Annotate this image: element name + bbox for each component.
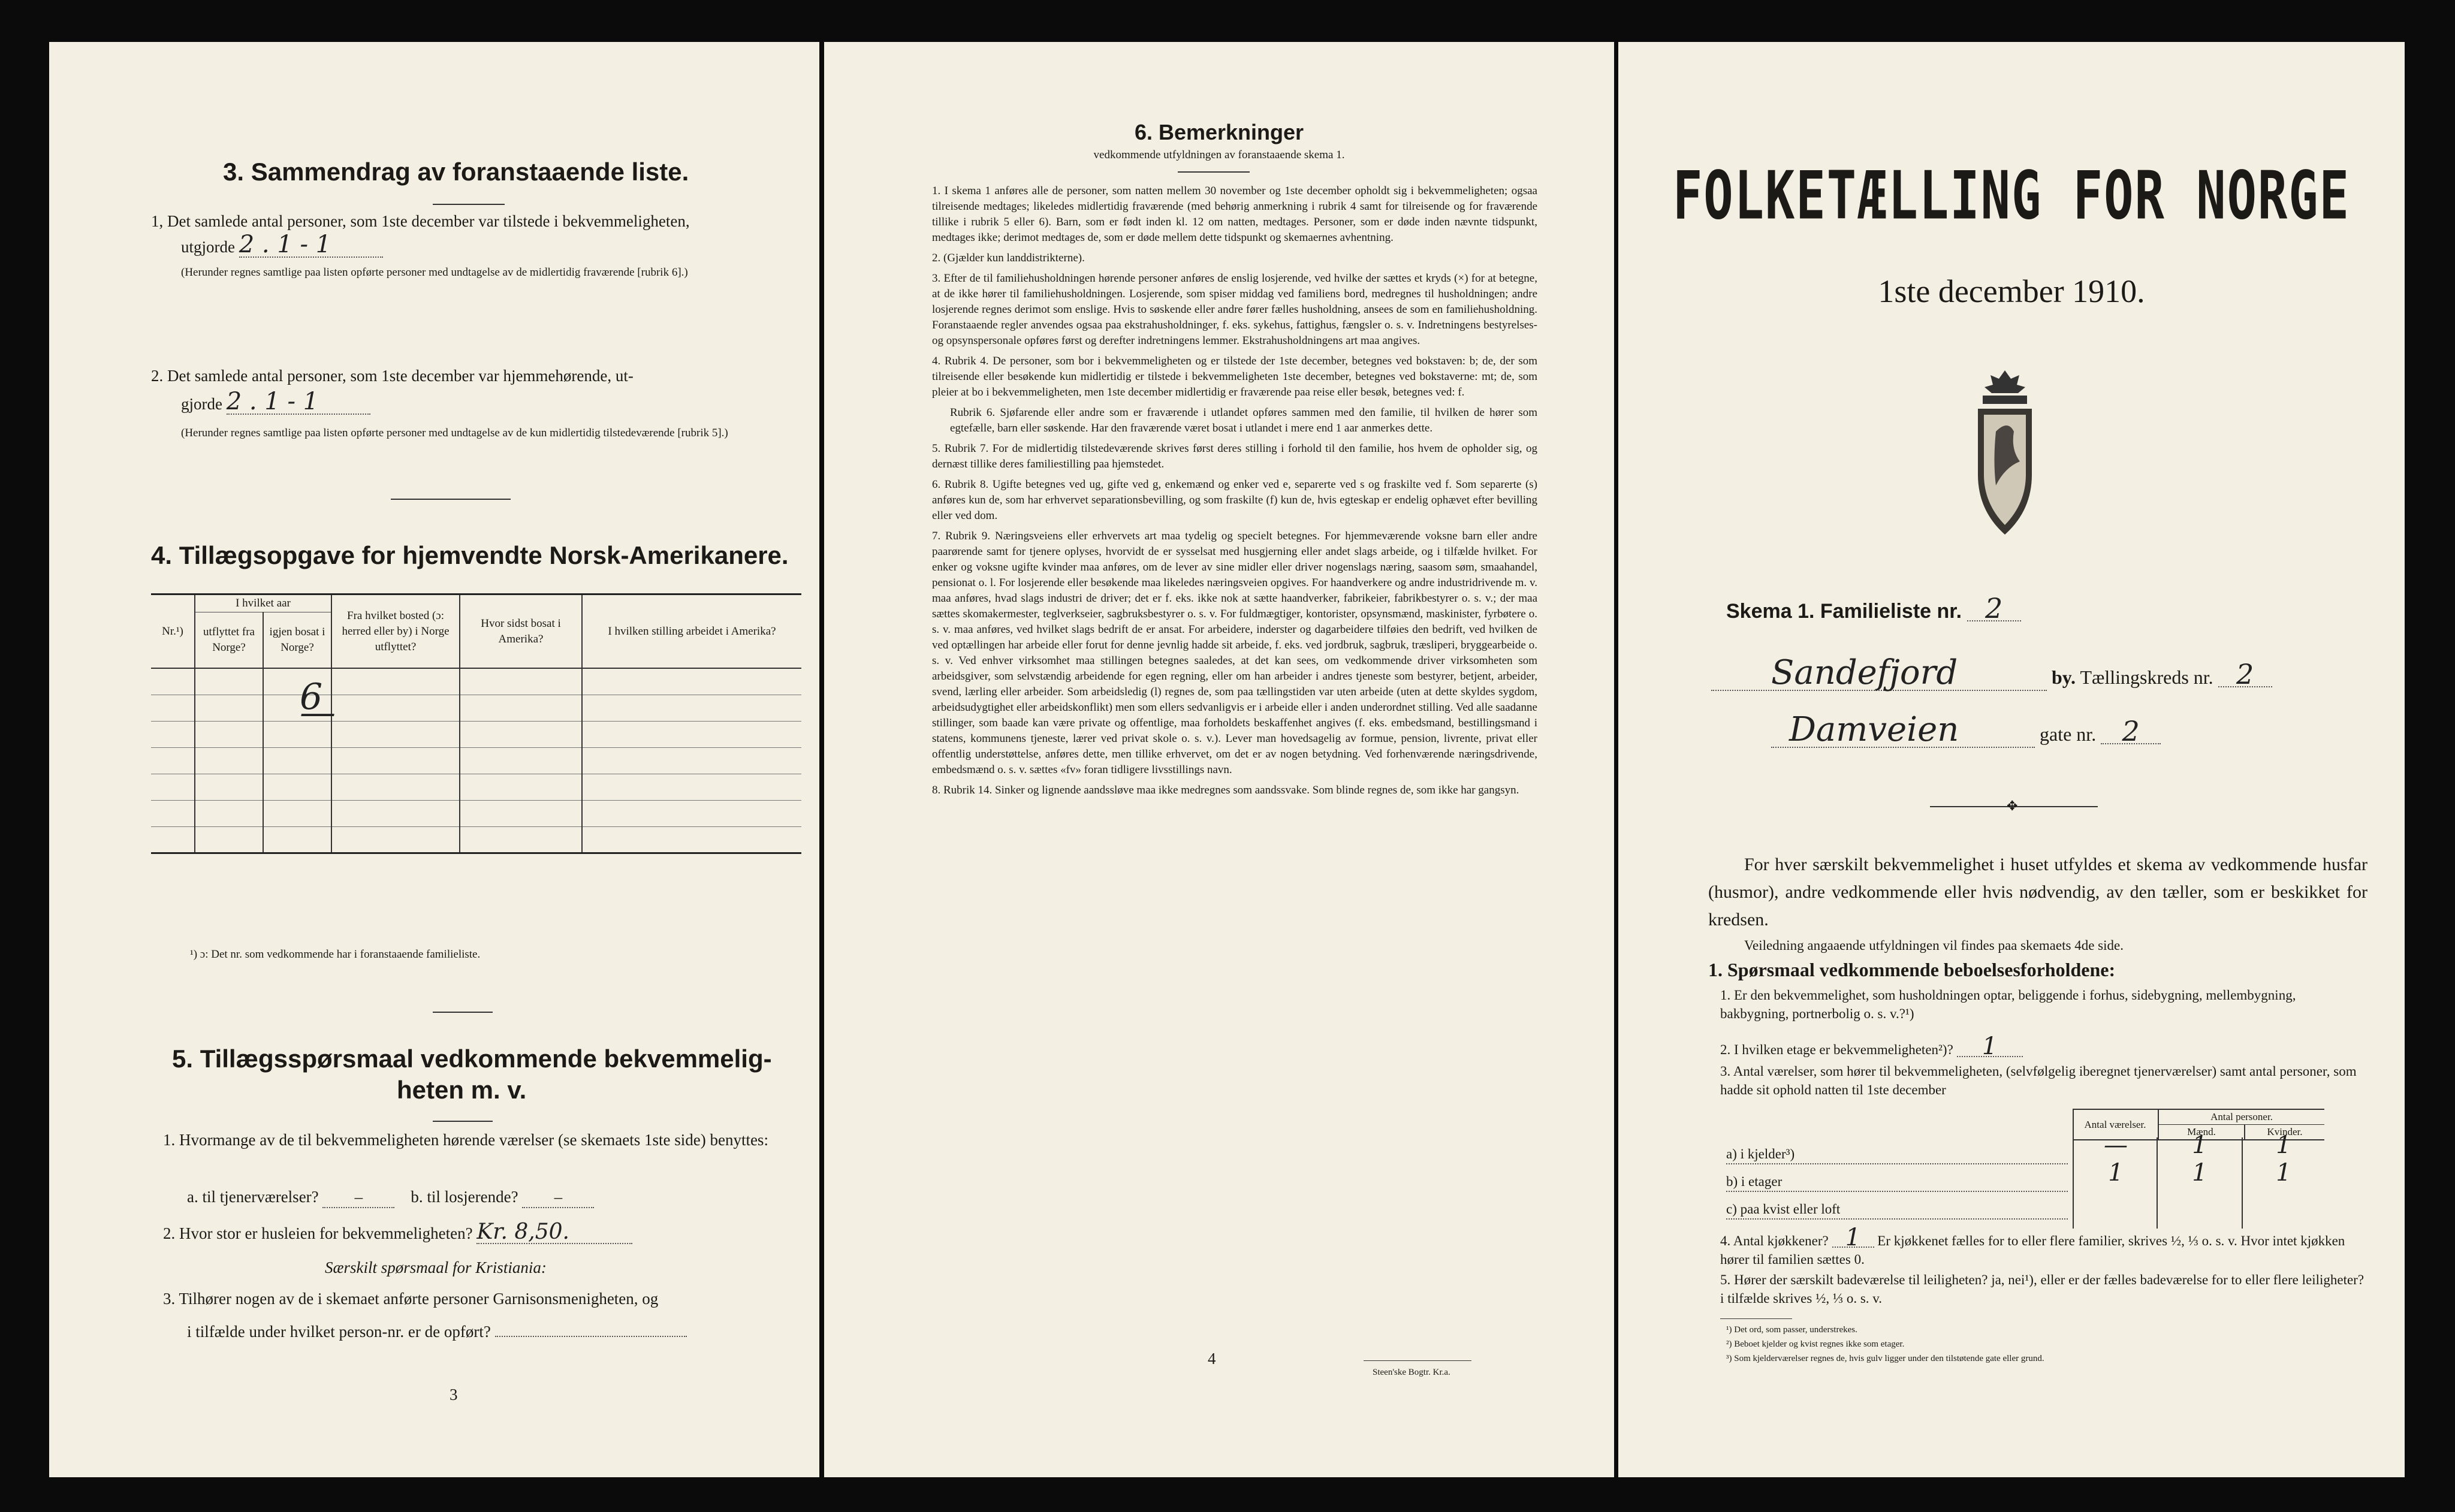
q1-4-label: 4. Antal kjøkkener?	[1720, 1233, 1829, 1248]
row-rooms: —	[2104, 1131, 2128, 1159]
skema-number: 2	[1967, 596, 2021, 621]
q2-text: 2. Det samlede antal personer, som 1ste december var hjemmehørende, ut-	[151, 367, 634, 385]
q1-3: 3. Antal værelser, som hører til bekvemmeligheten, (selvfølgelig iberegnet tjenerværelser) samt antal personer, som hadde sit ophold natten til 1ste december	[1720, 1064, 2357, 1097]
remark-4b: Rubrik 6. Sjøfarende eller andre som er fraværende i utlandet opføres sammen med den familie, til hvilken de hører som egtefælle, barn eller søskende. Har den fraværende været bosat i utlandet i mere end 1 aar anmerkes dette.	[950, 406, 1537, 434]
s5-q1a-label: a. til tjenerværelser?	[187, 1188, 319, 1206]
norway-coat-of-arms-icon	[1966, 366, 2044, 560]
city-value: Sandefjord	[1711, 656, 2047, 691]
city-label: by.	[2052, 666, 2076, 688]
remark-5: 5. Rubrik 7. For de midlertidig tilstedeværende skrives først deres stilling i forhold til den familie, hos hvem de opholder sig, og dernæst tillike deres familiestilling paa hjemstedet.	[932, 442, 1537, 470]
guide-text: Veiledning angaaende utfyldningen vil findes paa skemaets 4de side.	[1744, 938, 2124, 953]
s5-q1a-value: –	[322, 1187, 394, 1208]
footnote-3: ³) Som kjelderværelser regnes de, hvis gulv ligger under den tilstøtende gate eller grund.	[1726, 1354, 2044, 1363]
remark-2: 2. (Gjælder kun landdistrikterne).	[932, 252, 1085, 264]
col-position: I hvilken stilling arbeidet i Amerika?	[582, 594, 801, 669]
s5-subheading: Særskilt spørsmaal for Kristiania:	[325, 1259, 547, 1276]
row-label: b) i etager	[1726, 1172, 2068, 1192]
q2-label: gjorde	[181, 395, 222, 413]
q1-note: (Herunder regnes samtlige paa listen opførte personer med undtagelse av de midlertidig fraværende [rubrik 6].)	[181, 266, 688, 279]
ornament-icon: ✥	[2007, 798, 2018, 813]
table-mark: 6 —	[300, 675, 336, 734]
section-3-title: 3. Sammendrag av foranstaaende liste.	[223, 158, 689, 186]
rooms-row	[1726, 1200, 2326, 1224]
divider	[433, 204, 505, 205]
printer-mark: Steen'ske Bogtr. Kr.a.	[1373, 1368, 1450, 1377]
q1-value: 2 . 1 - 1	[239, 233, 383, 258]
row-label: a) i kjelder³)	[1726, 1145, 2068, 1164]
divider	[1720, 1318, 1792, 1319]
krets-label: Tællingskreds nr.	[2080, 666, 2213, 688]
q1-4-note: Er kjøkkenet fælles for to eller flere familier, skrives ½, ⅓ o. s. v. Hvor intet kjøkken hører til familien sættes 0.	[1720, 1233, 2345, 1267]
row-men: 1	[2192, 1159, 2207, 1187]
q1-label: utgjorde	[181, 238, 235, 256]
row-men: 1	[2192, 1131, 2207, 1159]
krets-number: 2	[2218, 662, 2272, 687]
row-label: c) paa kvist eller loft	[1726, 1200, 2068, 1220]
divider	[433, 1121, 493, 1122]
page-4	[824, 42, 1614, 1477]
row-rooms: 1	[2108, 1159, 2124, 1187]
col-rooms: Antal værelser.	[2073, 1109, 2158, 1140]
s5-q2-value: Kr. 8,50.	[476, 1221, 632, 1244]
q2-value: 2 . 1 - 1	[227, 390, 370, 415]
remark-3: 3. Efter de til familiehusholdningen hørende personer anføres de enslig losjerende, ved hvilke der sættes et kryds (×) for at betegne, at de ikke hører til familiehusholdningen. Losjerende, som spiser middag ved familiens bord, medregnes til husholdningen; andre losjerende regnes derimot som enslige. Hvis to søskende eller andre fører fælles husholdning, ansees de som en familiehusholdning. Foranstaaende regler anvendes ogsaa paa ekstrahusholdninger, f. eks. sykehus, fattighus, fængsler o. s. v. Indretningens bestyrelses- og opsynspersonale opføres først og derefter indretningens lemmer. Ekstrahusholdningens art maa angives.	[932, 272, 1537, 347]
section-4-title: 4. Tillægsopgave for hjemvendte Norsk-Amerikanere.	[151, 541, 789, 569]
section-5-title: 5. Tillægsspørsmaal vedkommende bekvemmelig-	[172, 1045, 772, 1073]
col-returned: igjen bosat i Norge?	[263, 612, 331, 669]
census-title: FOLKETÆLLING FOR NORGE	[1672, 158, 2351, 235]
gate-label: gate nr.	[2040, 723, 2097, 745]
remark-7: 7. Rubrik 9. Næringsveiens eller erhvervets art maa tydelig og specielt betegnes. For hjemmeværende voksne barn eller andre paarørende samt for tjenere oplyses, hvorvidt de er sysselsat med husgjerning eller andet slags arbeide, og i tilfælde hvilket. For enker og voksne ugifte kvinder maa anføres, om de lever av sine midler eller driver nogenslags næring, saasom søm, smaahandel, pensionat o. l. For losjerende eller besøkende maa likeledes næringsveien opgives. For haandverkere og andre industridrivende m. v. maa anføres, hvad slags industri de driver; det er f. eks. ikke nok at sætte haandverker, fabrikeier, fabrikbestyrer o. s. v.; der maa sættes skomakermester, teglverkseier, sagbruksbestyrer o. s. v. For fuldmægtiger, kontorister, opsynsmænd, maskinister, fyrbøtere o. s. v. maa anføres, ved hvilket slags bedrift de er ansat. For arbeidere, inderster og dagarbeidere tilføies den bedrift, ved hvilken de ved optællingen har arbeide eller forut for denne jevnlig hadde sit arbeide, f. eks. ved jordbruk, sagbruk, træsliperi, bryggearbeide o. s. v. Ved enhver virksomhet maa stillingen betegnes saaledes, at det kan sees, om vedkommende driver virksomheten som arbeidsgiver, som selvstændig arbeidende for egen regning, eller om han arbeider i andres tjeneste som bestyrer, betjent, arbeider, svend, lærling eller arbeider. Som arbeidsledig (l) regnes de, som paa tællingstiden var uten arbeide (uten at dette skyldes sygdom, arbeidsudygtighet eller arbeidskonflikt) men som ellers sedvanligvis er i arbeide eller i anden underordnet stilling. Ved alle saadanne stillinger, som baade kan være private og offentlige, maa forholdets beskaffenhet angives (f. eks. embedsmand, bestillingsmand i statens, kommunens tjeneste, lærer ved privat skole o. s. v.). Lever man hovedsagelig av formue, pension, livrente, privat eller offentlig understøttelse, anføres dette, men tillike erhvervet, om det er av nogen betydning. Ved forhenværende næringsdrivende, embedsmænd o. s. v. sættes «fv» foran tidligere livsstillings navn.	[932, 530, 1537, 776]
col-women: Kvinder.	[2245, 1125, 2324, 1140]
row-women: 1	[2276, 1131, 2291, 1159]
row-women: 1	[2276, 1159, 2291, 1187]
col-from: Fra hvilket bosted (ɔ: herred eller by) i Norge utflyttet?	[331, 594, 460, 669]
q1-2-label: 2. I hvilken etage er bekvemmeligheten²)?	[1720, 1042, 1953, 1057]
remark-6: 6. Rubrik 8. Ugifte betegnes ved ug, gifte ved g, enkemænd og enker ved e, separerte ved s og fraskilte ved f. Som separerte (s) anføres kun de, som har erhvervet separationsbevilling, og som fraskilte (f) kun de, hvis egteskap er endelig ophævet efter bevilling eller ved dom.	[932, 478, 1537, 522]
remarks-list	[932, 183, 1537, 803]
col-men: Mænd.	[2158, 1125, 2245, 1140]
remark-4: 4. Rubrik 4. De personer, som bor i bekvemmeligheten og er tilstede der 1ste december, betegnes ved bokstaven: b; de, der som tilreisende eller besøkende kun midlertidig er tilstede i bekvemmeligheten 1ste december, betegnes ved bokstaverne: mt; de, som pleier at bo i bekvemmeligheten, men 1ste december midlertidig er fraværende paa reise eller besøk, betegnes ved: f.	[932, 355, 1537, 399]
intro-text: For hver særskilt bekvemmelighet i huset utfyldes et skema av vedkommende husfar (husmor), andre vedkommende eller hvis nødvendig, av den tæller, som er beskikket for kredsen.	[1708, 855, 2367, 929]
q1-4-value: 1	[1832, 1229, 1874, 1248]
col-nr: Nr.¹)	[151, 594, 195, 669]
divider	[1178, 171, 1250, 173]
page-number: 3	[450, 1386, 458, 1404]
gate-number: 2	[2101, 719, 2161, 744]
page-number: 4	[1208, 1350, 1216, 1368]
q1-2-value: 1	[1957, 1037, 2023, 1057]
divider	[1364, 1360, 1471, 1361]
q1-title: 1. Spørsmaal vedkommende beboelsesforholdene:	[1708, 959, 2116, 980]
col-group-year: I hvilket aar	[195, 594, 331, 612]
q1-text: 1, Det samlede antal personer, som 1ste december var tilstede i bekvemmeligheten,	[151, 212, 690, 230]
rooms-row	[1726, 1159, 2326, 1196]
q1-1: 1. Er den bekvemmelighet, som husholdningen optar, beliggende i forhus, sidebygning, mellembygning, bakbygning, portnerbolig o. s. v.?¹)	[1720, 988, 2296, 1021]
footnote-2: ²) Beboet kjelder og kvist regnes ikke som etager.	[1726, 1339, 1905, 1349]
s5-q2-label: 2. Hvor stor er husleien for bekvemmeligheten?	[163, 1224, 473, 1242]
remarks-title: 6. Bemerkninger	[1134, 120, 1304, 144]
s5-q1: 1. Hvormange av de til bekvemmeligheten hørende værelser (se skemaets 1ste side) benyttes:	[163, 1131, 768, 1149]
census-date: 1ste december 1910.	[1878, 273, 2145, 309]
cover-page	[1618, 42, 2405, 1477]
s5-q3b-label: i tilfælde under hvilket person-nr. er de opført?	[187, 1323, 491, 1341]
s5-q3: 3. Tilhører nogen av de i skemaet anførte personer Garnisonsmenigheten, og	[163, 1290, 659, 1308]
footnote-1: ¹) Det ord, som passer, understrekes.	[1726, 1325, 1857, 1335]
q1-5: 5. Hører der særskilt badeværelse til leiligheten? ja, nei¹), eller er der fælles badeværelse for to eller flere leiligheter? i tilfælde skrives ½, ⅓ o. s. v.	[1720, 1272, 2364, 1306]
skema-label: Skema 1. Familieliste nr.	[1726, 600, 1962, 623]
divider	[433, 1012, 493, 1013]
section-5-title-2: heten m. v.	[397, 1076, 527, 1104]
col-last: Hvor sidst bosat i Amerika?	[460, 594, 582, 669]
s5-q1b-value: –	[522, 1187, 594, 1208]
remark-8: 8. Rubrik 14. Sinker og lignende aandssløve maa ikke medregnes som aandssvake. Som blinde regnes de, som ikke har gangsyn.	[932, 784, 1519, 796]
norsk-amerikanere-table	[151, 593, 801, 854]
q2-note: (Herunder regnes samtlige paa listen opførte personer med undtagelse av de kun midlertidig tilstedeværende [rubrik 5].)	[181, 427, 728, 439]
remarks-subtitle: vedkommende utfyldningen av foranstaaende skema 1.	[1093, 149, 1345, 161]
col-emigrated: utflyttet fra Norge?	[195, 612, 263, 669]
s5-q1b-label: b. til losjerende?	[411, 1188, 518, 1206]
page-3	[49, 42, 819, 1477]
table-footnote: ¹) ɔ: Det nr. som vedkommende har i foranstaaende familieliste.	[190, 948, 481, 961]
street-value: Damveien	[1771, 713, 2035, 748]
col-persons: Antal personer.	[2158, 1109, 2324, 1125]
divider	[391, 499, 511, 500]
remark-1: 1. I skema 1 anføres alle de personer, som natten mellem 30 november og 1ste december opholdt sig i bekvemmeligheten; ogsaa tilreisende medtages; likeledes midlertidig fraværende (med behørig anmerkning i rubrik 4 samt for tilreisende og for fraværende tillike i rubrik 5 eller 6). Barn, som er født inden kl. 12 om natten, medtages. Personer, som er døde inden nævnte tidspunkt, medtages ikke; derimot medtages de, som er døde mellem dette tidspunkt og skemaernes avhentning.	[932, 185, 1537, 244]
